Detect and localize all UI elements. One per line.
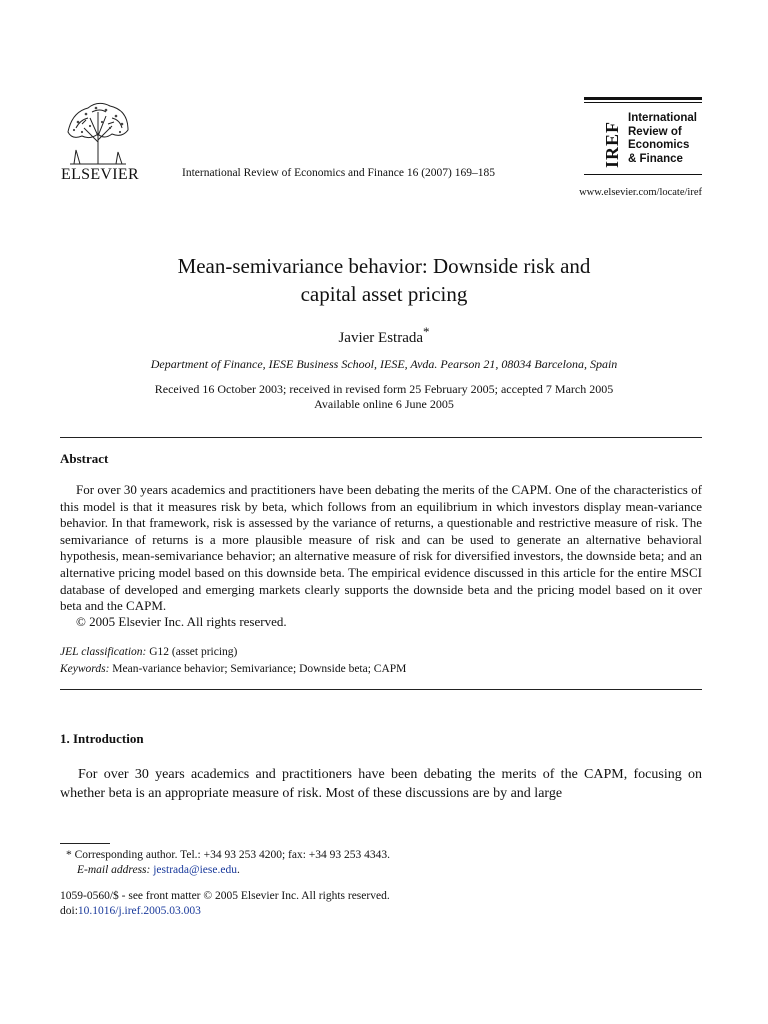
email-link[interactable]: jestrada@iese.edu (153, 864, 237, 876)
front-matter-line: 1059-0560/$ - see front matter © 2005 Elsevier Inc. All rights reserved. (60, 890, 390, 902)
keywords (60, 663, 406, 675)
doi-label: doi: (60, 905, 78, 917)
journal-website-link[interactable]: www.elsevier.com/locate/iref (579, 187, 702, 198)
abstract-text: For over 30 years academics and practitioners have been debating the merits of the CAPM. One of the characteristics of this model is that it measures risk by beta, which follows from an equilibrium in which investors display mean-variance behavior. In that framework, risk is assessed by the variance of returns, a questionable and restrictive measure of risk. The semivariance of returns is a more plausible measure of risk and can be used to generate an alternative behavioral hypothesis, mean-semivariance behavior; an alternative measure of risk for diversified investors, the downside beta; and an alternative pricing model based on this downside beta. The empirical evidence discussed in this article for the entire MSCI database of developed and emerging markets clearly supports the downside beta and the pricing model based on it over beta and the CAPM. (60, 482, 702, 614)
abstract-copyright: © 2005 Elsevier Inc. All rights reserved. (76, 614, 287, 629)
corresponding-author-footnote: * Corresponding author. Tel.: +34 93 253 4200; fax: +34 93 253 4343. (66, 849, 391, 861)
journal-badge-acronym: IREF (602, 120, 622, 168)
article-title-line: Mean-semivariance behavior: Downside risk and (177, 254, 591, 278)
badge-rule (584, 174, 702, 175)
journal-badge-line: International (628, 112, 698, 124)
article-history (0, 382, 768, 412)
online-date: Available online 6 June 2005 (314, 397, 454, 411)
email-end: . (236, 864, 240, 876)
author-name-text: Javier Estrada (338, 330, 424, 346)
article-title (0, 252, 768, 308)
keywords-label: Keywords: (60, 663, 110, 675)
doi-link[interactable]: 10.1016/j.iref.2005.03.003 (77, 905, 201, 917)
author-name (0, 324, 768, 347)
doi-line (60, 905, 201, 917)
journal-badge-title (628, 112, 697, 166)
article-title-line: capital asset pricing (300, 282, 468, 306)
author-affiliation: Department of Finance, IESE Business School, IESE, Avda. Pearson 21, 08034 Barcelona, Spain (150, 357, 618, 371)
received-dates: Received 16 October 2003; received in revised form 25 February 2005; accepted 7 March 2005 (154, 382, 614, 396)
publisher-name: ELSEVIER (61, 166, 139, 183)
jel-value: G12 (asset pricing) (149, 646, 238, 658)
elsevier-tree-logo (62, 98, 134, 166)
journal-badge-line: Economics (628, 139, 690, 151)
journal-badge-line: & Finance (628, 152, 683, 165)
email-label: E-mail address: (77, 864, 151, 876)
divider (60, 437, 702, 438)
keywords-value: Mean-variance behavior; Semivariance; Downside beta; CAPM (112, 663, 407, 675)
introduction-text: For over 30 years academics and practitioners have been debating the merits of the CAPM, focusing on whether beta is an appropriate measure of risk. Most of these discussions are by and large (60, 767, 702, 801)
email-footnote (77, 864, 240, 876)
abstract-heading: Abstract (60, 451, 109, 466)
journal-badge-line: Review of (628, 125, 682, 138)
badge-rule (584, 97, 702, 100)
author-footnote-mark[interactable]: * (423, 324, 430, 339)
jel-classification (60, 646, 237, 658)
jel-label: JEL classification: (60, 646, 147, 658)
badge-rule (584, 102, 702, 103)
journal-citation: International Review of Economics and Finance 16 (2007) 169–185 (182, 167, 495, 179)
section-heading-introduction: 1. Introduction (60, 731, 144, 746)
divider (60, 689, 702, 690)
footnote-rule (60, 843, 110, 844)
